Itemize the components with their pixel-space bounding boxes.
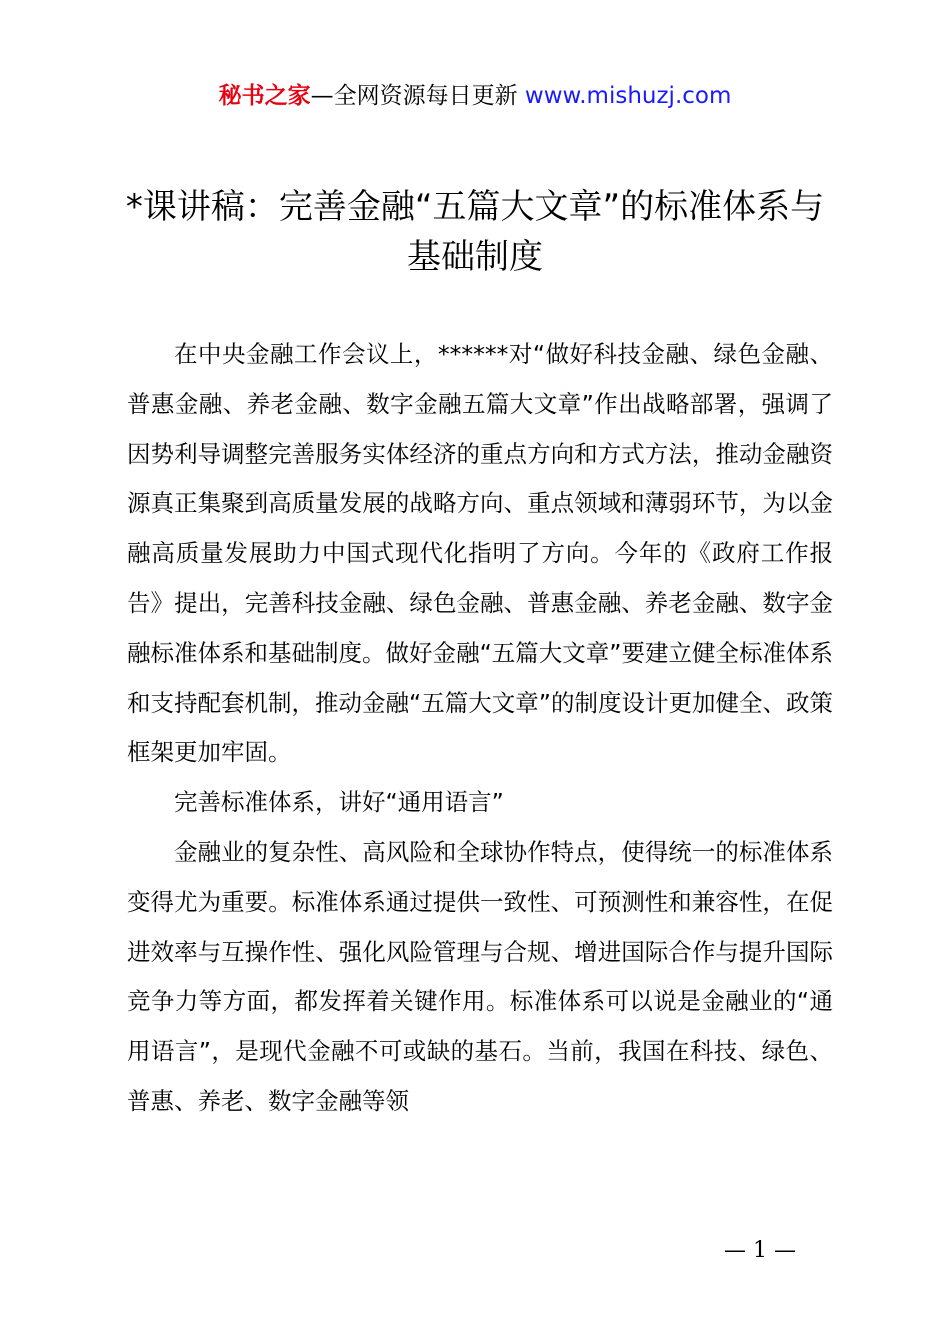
section-heading: 完善标准体系，讲好“通用语言” (174, 788, 504, 817)
document-body (127, 330, 833, 1127)
paragraph-intro: 在中央金融工作会议上，******对“做好科技金融、绿色金融、普惠金融、养老金融、数字金融五篇大文章”作出战略部署，强调了因势利导调整完善服务实体经济的重点方向和方式方法，推动金融资源真正集聚到高质量发展的战略方向、重点领域和薄弱环节，为以金融高质量发展助力中国式现代化指明了方向。今年的《政府工作报告》提出，完善科技金融、绿色金融、普惠金融、养老金融、数字金融标准体系和基础制度。做好金融“五篇大文章”要建立健全标准体系和支持配套机制，推动金融“五篇大文章”的制度设计更加健全、政策框架更加牢固。 (127, 340, 833, 767)
site-url-link[interactable]: www.mishuzj.com (524, 83, 732, 109)
site-header (0, 80, 950, 112)
paragraph-standards: 金融业的复杂性、高风险和全球协作特点，使得统一的标准体系变得尤为重要。标准体系通过提供一致性、可预测性和兼容性，在促进效率与互操作性、强化风险管理与合规、增进国际合作与提升国际竞争力等方面，都发挥着关键作用。标准体系可以说是金融业的“通用语言”，是现代金融不可或缺的基石。当前，我国在科技、绿色、普惠、养老、数字金融等领 (127, 837, 833, 1115)
page-number: — 1 — (724, 1238, 796, 1263)
document-title: *课讲稿：完善金融“五篇大文章”的标准体系与基础制度 (125, 187, 825, 277)
header-slogan: —全网资源每日更新 (310, 83, 518, 109)
brand-name: 秘书之家 (218, 83, 311, 109)
